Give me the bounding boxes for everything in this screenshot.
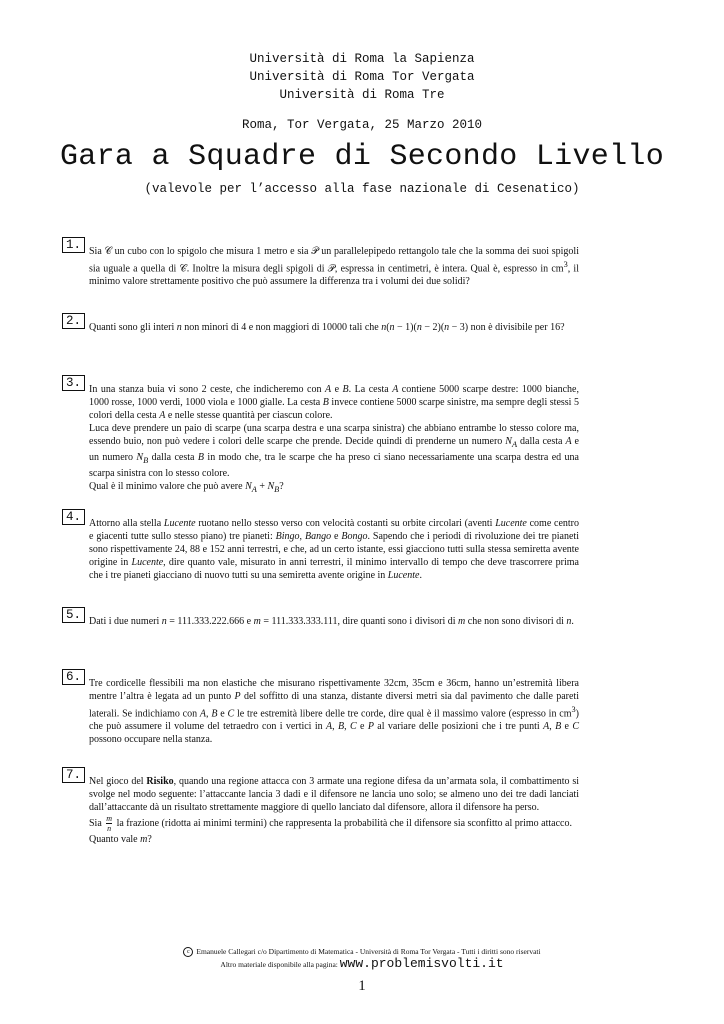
university-2: Università di Roma Tor Vergata [249,70,475,84]
problem-number: 6. [62,669,85,685]
copyright-icon: c [183,947,193,957]
problem-number: 5. [62,607,85,623]
problem-text: Nel gioco del Risiko, quando una regione attacca con 3 armate una regione difesa da un’armata sola, il combattimento si svolge nel modo seguente: l’attaccante lancia 3 dadi e il difensore ne lancia uno solo; se almeno uno dei tre dadi lanciati dall’attaccante dà un risultato strettamente maggiore di quello lanciato dal difensore, allora il difensore ha perso. Sia $\frac{m}{n}$ la frazione (ridotta ai minimi termini) che rappresenta la probabilità che il difensore sia sconfitto al primo attacco. Quanto vale m? [89,776,579,845]
problem-text: Quanti sono gli interi n non minori di 4 e non maggiori di 10000 tali che n(n − 1)(n − 2)(n − 3) non è divisibile per 16? [89,322,565,333]
page-title: Gara a Squadre di Secondo Livello [60,140,664,174]
university-3: Università di Roma Tre [279,88,445,102]
problem-text: In una stanza buia vi sono 2 ceste, che indicheremo con A e B. La cesta A contiene 5000 scarpe destre: 1000 bianche, 1000 rosse, 1000 verdi, 1000 viola e 1000 gialle. La cesta B invece contiene 5000 scarpe sinistre, ma sempre degli stessi 5 colori della cesta A e nelle stesse quantità per ciascun colore. Luca deve prendere un paio di scarpe (una scarpa destra e una scarpa sinistra) che abbiano entrambe lo stesso colore ma, essendo buio, non può vedere i colori delle scarpe che prende. Decide quindi di prenderne un numero $N_A$ dalla cesta A e un numero $N_B$ dalla cesta B in modo che, tra le scarpe che ha preso ci siano necessariamente una scarpa destra ed una scarpa sinistra con lo stesso colore. Qual è il minimo valore che può avere $N_A + N_B$? [89,384,579,494]
problem-text: Tre cordicelle flessibili ma non elastiche che misurano rispettivamente 32cm, 35cm e 36cm, hanno un’estremità libera mentre l’altra è legata ad un punto P del soffitto di una stanza, distante diversi metri sia dal pavimento che dalle pareti laterali. Se indichiamo con A, B e C le tre estremità libere delle tre corde, dire qual è il massimo valore (espresso in $cm^3$) che può assumere il volume del tetraedro con i vertici in A, B, C e P al variare delle posizioni che i tre punti A, B e C possono occupare nella stanza. [89,678,580,746]
university-1: Università di Roma la Sapienza [249,52,475,66]
copyright-text: Emanuele Callegari c/o Dipartimento di Matematica - Università di Roma Tor Vergata - Tutti i diritti sono riservati [196,947,541,956]
website-link[interactable]: www.problemisvolti.it [339,956,504,971]
problem-number: 7. [62,767,85,783]
problem-text: Sia 𝒞 un cubo con lo spigolo che misura 1 metro e sia 𝒫 un parallelepipedo rettangolo tale che la somma dei suoi spigoli sia uguale a quella di 𝒞. Inoltre la misura degli spigoli di 𝒫, espressa in centimetri, è intera. Qual è, espresso in $cm^3$, il minimo valore strettamente positivo che può assumere la differenza tra i volumi dei due solidi? [89,246,579,288]
problem-text: Attorno alla stella Lucente ruotano nello stesso verso con velocità costanti su orbite circolari (aventi Lucente come centro e giacenti tutte sullo stesso piano) tre pianeti: Bingo, Bango e Bongo. Sapendo che i periodi di rivoluzione dei tre pianeti sono rispettivamente 24, 88 e 152 anni terrestri, e che, ad un certo istante, essi giacciono tutti sulla stessa semiretta avente origine in Lucente, dire quanto vale, misurato in anni terrestri, il minimo intervallo di tempo che deve trascorrere prima che i tre pianeti giacciano di nuovo tutti su una semiretta avente origine in Lucente. [89,518,580,581]
problem-number: 4. [62,509,85,525]
page-number: 1 [358,978,366,994]
footer-link-line [0,956,724,971]
more-material-text: Altro materiale disponibile alla pagina: [220,960,338,969]
problem-number: 1. [62,237,85,253]
header [0,50,724,104]
problem-number: 2. [62,313,85,329]
problem-text: Dati i due numeri n = 111.333.222.666 e m = 111.333.333.111, dire quanti sono i divisori di m che non sono divisori di n. [89,616,574,627]
problem-number: 3. [62,375,85,391]
dateline: Roma, Tor Vergata, 25 Marzo 2010 [241,118,483,132]
subtitle: (valevole per l’accesso alla fase nazionale di Cesenatico) [144,182,580,196]
